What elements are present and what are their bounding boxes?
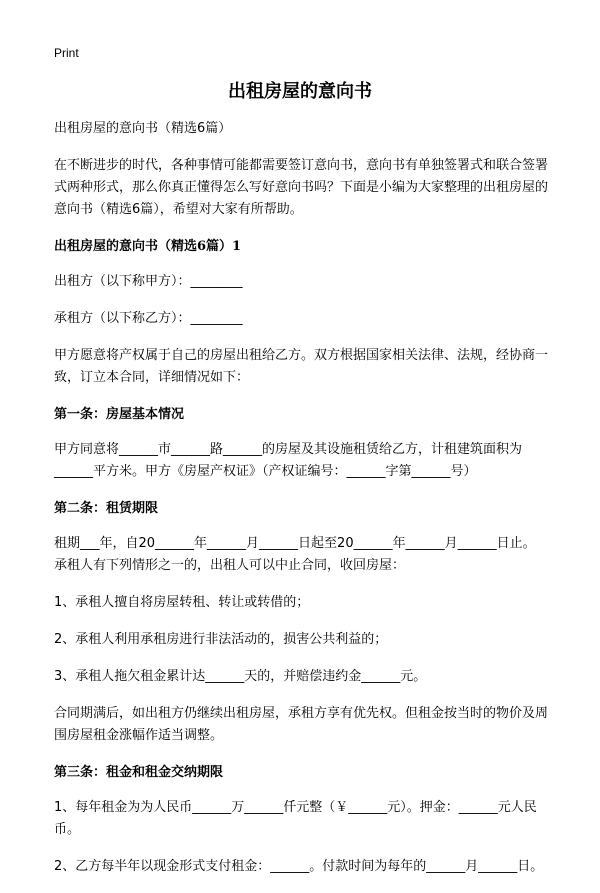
article1-paragraph: 甲方同意将______市______路______的房屋及其设施租赁给乙方，计租建筑面积为______平方米。甲方《房屋产权证》（产权证编号：______字第______号） [54,442,523,479]
lessee-line: 承租方（以下称乙方）：________ [54,311,243,326]
termination-item-1: 1、承租人擅自将房屋转租、转让或转借的； [54,595,310,610]
article2-paragraph: 租期___年，自20______年______月______日起至20______年______月______日止。承租人有下列情形之一的，出租人可以中止合同，收回房屋： [54,536,536,573]
article1-heading: 第一条：房屋基本情况 [54,407,185,422]
print-link[interactable]: Print [54,46,79,60]
termination-item-2: 2、承租人利用承租房进行非法活动的，损害公共利益的； [54,632,388,647]
section-heading: 出租房屋的意向书（精选6篇）1 [54,239,242,254]
document-body [54,118,548,893]
rent-item-2: 2、乙方每半年以现金形式支付租金：______。付款时间为每年的______月______日。 [54,859,544,874]
renewal-paragraph: 合同期满后，如出租方仍继续出租房屋，承租方享有优先权。但租金按当时的物价及周围房屋租金涨幅作适当调整。 [54,706,549,743]
intro-paragraph: 在不断进步的时代，各种事情可能都需要签订意向书，意向书有单独签署式和联合签署式两种形式，那么你真正懂得怎么写好意向书吗？下面是小编为大家整理的出租房屋的意向书（精选6篇），希望对大家有所帮助。 [54,158,549,217]
page-title: 出租房屋的意向书 [228,81,372,102]
document-subtitle: 出租房屋的意向书（精选6篇） [54,121,232,136]
lessor-line: 出租方（以下称甲方）：________ [54,274,243,289]
termination-item-3: 3、承租人拖欠租金累计达______天的，并赔偿违约金______元。 [54,669,427,684]
article2-heading: 第二条：租赁期限 [54,501,159,516]
article3-heading: 第三条：租金和租金交纳期限 [54,765,224,780]
agreement-paragraph: 甲方愿意将产权属于自己的房屋出租给乙方。双方根据国家相关法律、法规，经协商一致，订立本合同，详细情况如下： [54,348,549,385]
rent-item-1: 1、每年租金为为人民币______万______仟元整（￥______元）。押金：______元人民币。 [54,800,537,837]
